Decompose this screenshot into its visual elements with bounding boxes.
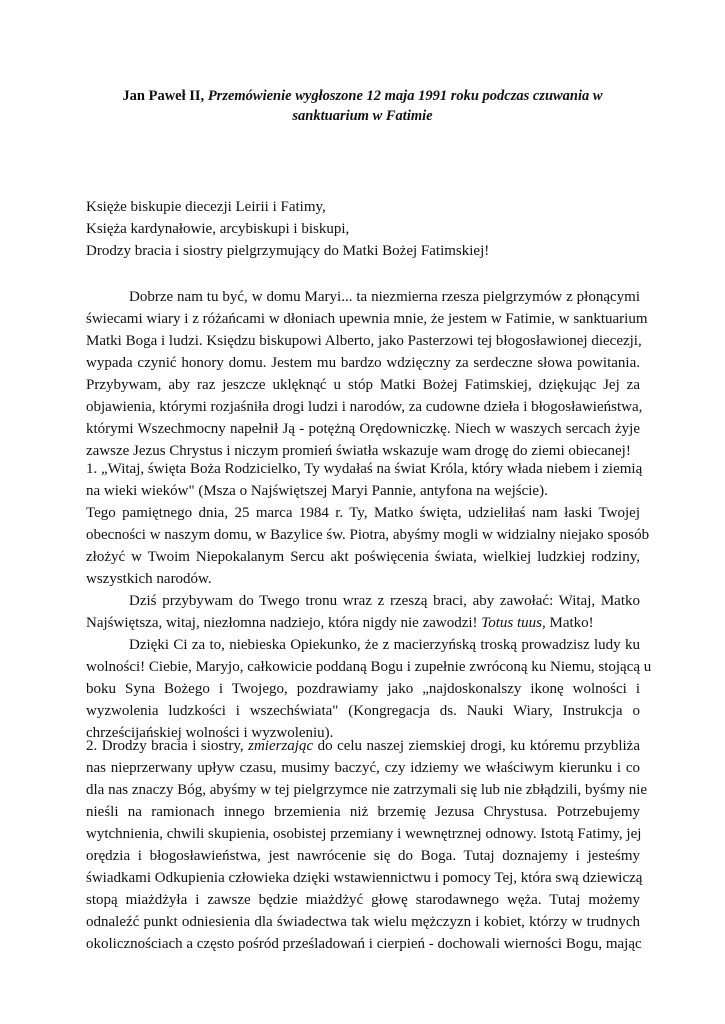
text-line: obecności w naszym domu, w Bazylice św. Piotra, abyśmy mogli w widzialny niejako sposób bbox=[86, 527, 650, 543]
text-line: okolicznościach a często pośród prześladowań i cierpień - dochowali wierności Bogu, mając bbox=[86, 936, 642, 952]
text-line: wolności! Ciebie, Maryjo, całkowicie poddaną Bogu i zupełnie zwróconą ku Niemu, stojącą u bbox=[86, 659, 652, 675]
salutation-line: Drodzy bracia i siostry pielgrzymujący do Matki Bożej Fatimskiej! bbox=[86, 243, 490, 259]
text-segment: Matko! bbox=[545, 615, 594, 631]
text-segment: do celu naszej ziemskiej drogi, ku któremu przybliża bbox=[313, 738, 640, 754]
text-line: nieśli na ramionach innego brzemienia niż brzemię Jezusa Chrystusa. Potrzebujemy bbox=[86, 804, 640, 820]
text-line: 1. „Witaj, święta Boża Rodzicielko, Ty wydałaś na świat Króla, który włada niebem i ziemią bbox=[86, 461, 643, 477]
text-line: odnaleźć punkt odniesienia dla świadectwa tak wielu mężczyzn i kobiet, którzy w trudnych bbox=[86, 914, 640, 930]
text-line: wyzwolenia ludzkości i wszechświata" (Kongregacja ds. Nauki Wiary, Instrukcja o bbox=[86, 703, 640, 719]
text-line: stopą miażdżyła i zawsze będzie miażdżyć głowę starodawnego węża. Tutaj możemy bbox=[86, 892, 640, 908]
title-author: Jan Paweł II, bbox=[122, 88, 208, 104]
section-2 bbox=[86, 735, 648, 955]
title-italic-cont: sanktuarium w Fatimie bbox=[292, 108, 433, 124]
section-1 bbox=[86, 458, 652, 744]
text-line: na wieki wieków" (Msza o Najświętszej Maryi Pannie, antyfona na wejście). bbox=[86, 483, 548, 499]
text-italic: Totus tuus, bbox=[481, 615, 546, 631]
text-line: zawsze Jezus Chrystus i niczym promień światła wskazuje wam drogę do ziemi obiecanej! bbox=[86, 443, 631, 459]
text-line: którymi Wszechmocny napełnił Ją - potężną Orędowniczkę. Niech w waszych sercach żyje bbox=[86, 421, 640, 437]
text-line: dla nas znaczy Bóg, abyśmy w tej pielgrzymce nie zatrzymali się lub nie zbłądzili, byśmy nie bbox=[86, 782, 648, 798]
text-line: Dzięki Ci za to, niebieska Opiekunko, że z macierzyńską troską prowadzisz ludy ku bbox=[129, 637, 640, 653]
text-line: złożyć w Twoim Niepokalanym Sercu akt poświęcenia świata, wielkiej ludzkiej rodziny, bbox=[86, 549, 640, 565]
text-line: nas nieprzerwany upływ czasu, musimy baczyć, czy idziemy we właściwym kierunku i co bbox=[86, 760, 640, 776]
title-italic: Przemówienie wygłoszone 12 maja 1991 roku podczas czuwania w bbox=[207, 88, 603, 104]
text-line: Dobrze nam tu być, w domu Maryi... ta niezmierna rzesza pielgrzymów z płonącymi bbox=[129, 289, 640, 305]
text-line bbox=[86, 612, 640, 634]
text-line: świecami wiary i z różańcami w dłoniach upewnia mnie, że jestem w Fatimie, w sanktuarium bbox=[86, 311, 648, 327]
text-line: świadkami Odkupienia człowieka dzięki wstawiennictwu i pomocy Tej, która swą dziewiczą bbox=[86, 870, 643, 886]
text-line: Przybywam, aby raz jeszcze uklęknąć u stóp Matki Bożej Fatimskiej, dziękując Jej za bbox=[86, 377, 640, 393]
text-line: Matki Boga i ludzi. Księdzu biskupowi Alberto, jako Pasterzowi tej błogosławionej diecezji, bbox=[86, 333, 642, 349]
text-line: wytchnienia, chwili skupienia, osobistej przemiany i wewnętrznej odnowy. Istotą Fatimy, jej bbox=[86, 826, 642, 842]
text-line: orędzia i błogosławieństwa, jest nawrócenie się do Boga. Tutaj doznajemy i jesteśmy bbox=[86, 848, 640, 864]
text-segment: Najświętsza, witaj, niezłomna nadziejo, która nigdy nie zawodzi! bbox=[86, 615, 482, 631]
text-line: Dziś przybywam do Twego tronu wraz z rzeszą braci, aby zawołać: Witaj, Matko bbox=[129, 593, 640, 609]
text-italic: zmierzając bbox=[248, 738, 314, 754]
text-line: wszystkich narodów. bbox=[86, 571, 212, 587]
salutation-line: Księże biskupie diecezji Leirii i Fatimy, bbox=[86, 199, 326, 215]
text-line: boku Syna Bożego i Twojego, pozdrawiamy jako „najdoskonalszy ikonę wolności i bbox=[86, 681, 640, 697]
text-line: objawienia, którymi rozjaśniła drogi ludzi i narodów, za cudowne dzieła i błogosławieństwa, bbox=[86, 399, 643, 415]
text-line: chrześcijańskiej wolności i wyzwoleniu). bbox=[86, 725, 334, 741]
text-line: Tego pamiętnego dnia, 25 marca 1984 r. Ty, Matko święta, udzieliłaś nam łaski Twojej bbox=[86, 505, 640, 521]
intro-paragraph bbox=[86, 286, 648, 462]
salutation-line: Księża kardynałowie, arcybiskupi i biskupi, bbox=[86, 221, 350, 237]
text-segment: 2. Drodzy bracia i siostry, bbox=[86, 738, 249, 754]
text-line: wypada czynić honory domu. Jestem mu bardzo wdzięczny za serdeczne słowa powitania. bbox=[86, 355, 640, 371]
document-title bbox=[100, 86, 625, 126]
salutation bbox=[86, 196, 640, 262]
text-line bbox=[86, 735, 640, 757]
